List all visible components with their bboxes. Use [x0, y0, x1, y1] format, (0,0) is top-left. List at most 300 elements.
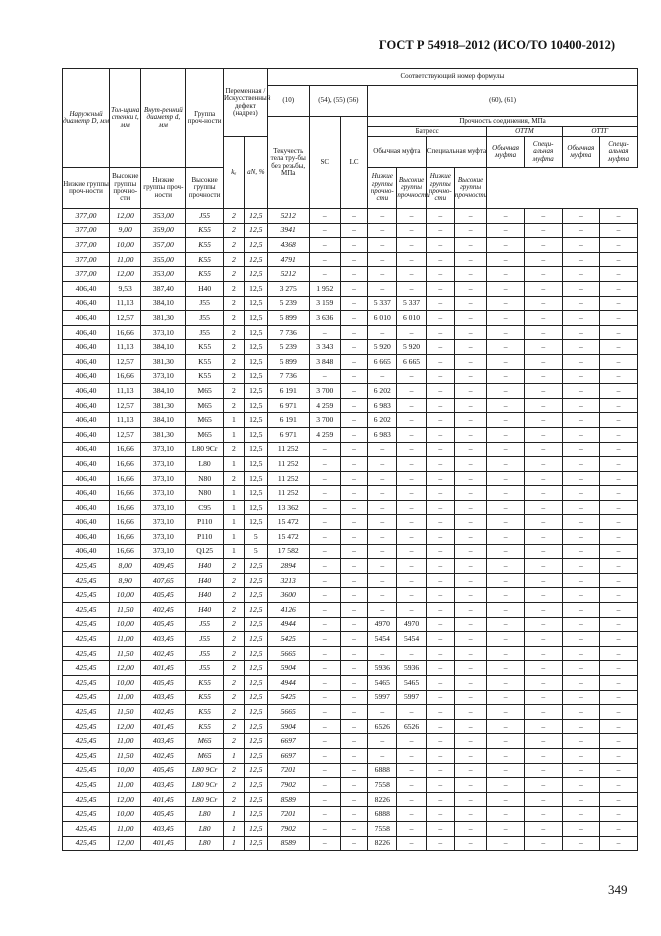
table-cell: –: [426, 486, 454, 501]
table-cell: 2: [223, 734, 244, 749]
table-cell: –: [426, 603, 454, 618]
table-cell: –: [397, 559, 426, 574]
table-cell: –: [524, 632, 562, 647]
table-cell: 357,00: [141, 238, 186, 253]
table-cell: –: [340, 734, 367, 749]
table-cell: 12,5: [244, 763, 267, 778]
table-cell: –: [524, 354, 562, 369]
table-cell: 406,40: [63, 296, 110, 311]
table-cell: 403,45: [141, 821, 186, 836]
table-cell: –: [487, 646, 525, 661]
table-cell: L80 9Cr: [186, 763, 224, 778]
table-cell: –: [340, 398, 367, 413]
table-cell: –: [562, 252, 600, 267]
table-cell: 10,00: [110, 588, 141, 603]
table-cell: –: [562, 807, 600, 822]
table-cell: 12,5: [244, 252, 267, 267]
table-row: [63, 734, 638, 749]
table-cell: –: [426, 267, 454, 282]
table-cell: 2: [223, 223, 244, 238]
table-cell: 4944: [267, 676, 309, 691]
table-cell: 10,00: [110, 763, 141, 778]
table-cell: 11,50: [110, 646, 141, 661]
table-cell: 2: [223, 646, 244, 661]
table-cell: –: [454, 705, 486, 720]
col-grade: Группа проч-ности: [186, 69, 224, 168]
table-cell: –: [600, 603, 638, 618]
table-cell: –: [600, 442, 638, 457]
ottg-regular-header: Обычная муфта: [562, 137, 600, 168]
table-cell: –: [397, 705, 426, 720]
table-cell: 12,5: [244, 734, 267, 749]
table-cell: 8,90: [110, 573, 141, 588]
table-cell: –: [426, 209, 454, 224]
table-cell: 12,5: [244, 690, 267, 705]
table-cell: 406,40: [63, 413, 110, 428]
table-cell: –: [340, 457, 367, 472]
table-cell: –: [340, 778, 367, 793]
table-cell: 1: [223, 544, 244, 559]
table-cell: 402,45: [141, 748, 186, 763]
table-cell: –: [368, 252, 397, 267]
table-cell: –: [397, 384, 426, 399]
table-cell: –: [562, 354, 600, 369]
table-cell: 6526: [368, 719, 397, 734]
table-cell: 6 202: [368, 384, 397, 399]
table-cell: –: [368, 281, 397, 296]
table-cell: –: [524, 413, 562, 428]
table-cell: –: [487, 763, 525, 778]
table-cell: –: [562, 821, 600, 836]
data-table: [62, 68, 638, 851]
table-cell: –: [487, 573, 525, 588]
table-cell: 12,5: [244, 646, 267, 661]
table-cell: 8,00: [110, 559, 141, 574]
table-cell: –: [309, 617, 340, 632]
table-cell: 6 010: [397, 311, 426, 326]
table-cell: –: [309, 238, 340, 253]
table-cell: M65: [186, 427, 224, 442]
table-cell: –: [426, 836, 454, 851]
table-cell: 16,66: [110, 530, 141, 545]
table-cell: J55: [186, 646, 224, 661]
table-cell: 16,66: [110, 500, 141, 515]
table-cell: 384,10: [141, 296, 186, 311]
table-cell: K55: [186, 223, 224, 238]
table-cell: 401,45: [141, 792, 186, 807]
table-cell: –: [368, 500, 397, 515]
table-cell: 2: [223, 778, 244, 793]
table-row: [63, 617, 638, 632]
table-cell: –: [340, 252, 367, 267]
table-cell: –: [524, 515, 562, 530]
table-cell: 373,10: [141, 544, 186, 559]
table-cell: Q125: [186, 544, 224, 559]
table-cell: –: [562, 544, 600, 559]
table-cell: –: [524, 369, 562, 384]
table-cell: –: [426, 588, 454, 603]
table-cell: –: [454, 792, 486, 807]
table-cell: –: [454, 632, 486, 647]
table-cell: 3 700: [309, 384, 340, 399]
table-cell: –: [562, 705, 600, 720]
table-cell: –: [340, 354, 367, 369]
table-cell: 403,45: [141, 778, 186, 793]
table-cell: –: [397, 515, 426, 530]
table-cell: 406,40: [63, 311, 110, 326]
table-cell: –: [397, 442, 426, 457]
table-cell: –: [600, 719, 638, 734]
table-cell: –: [454, 661, 486, 676]
table-cell: 425,45: [63, 617, 110, 632]
col-an: aN, %: [244, 137, 267, 209]
table-cell: –: [600, 486, 638, 501]
table-row: [63, 354, 638, 369]
table-cell: –: [600, 836, 638, 851]
table-cell: –: [524, 603, 562, 618]
table-cell: –: [426, 427, 454, 442]
table-cell: 2: [223, 384, 244, 399]
table-cell: 3 159: [309, 296, 340, 311]
table-cell: –: [309, 573, 340, 588]
table-row: [63, 457, 638, 472]
table-cell: –: [487, 369, 525, 384]
table-cell: 5 337: [397, 296, 426, 311]
table-cell: 6888: [368, 763, 397, 778]
table-cell: 3600: [267, 588, 309, 603]
table-cell: 403,45: [141, 690, 186, 705]
table-cell: 12,57: [110, 311, 141, 326]
table-cell: –: [454, 763, 486, 778]
table-cell: –: [524, 252, 562, 267]
table-cell: 425,45: [63, 646, 110, 661]
table-cell: 11,50: [110, 705, 141, 720]
table-cell: –: [600, 354, 638, 369]
table-cell: –: [454, 573, 486, 588]
table-cell: –: [454, 676, 486, 691]
table-cell: 12,5: [244, 238, 267, 253]
table-cell: –: [309, 632, 340, 647]
table-cell: 9,53: [110, 281, 141, 296]
document-header: ГОСТ Р 54918–2012 (ИСО/ТО 10400-2012): [378, 38, 615, 52]
table-cell: –: [487, 252, 525, 267]
table-cell: –: [426, 340, 454, 355]
table-cell: 425,45: [63, 836, 110, 851]
table-cell: 406,40: [63, 486, 110, 501]
table-cell: 12,57: [110, 427, 141, 442]
table-cell: 425,45: [63, 661, 110, 676]
table-cell: –: [454, 238, 486, 253]
table-cell: 2: [223, 311, 244, 326]
table-cell: –: [600, 471, 638, 486]
table-cell: –: [426, 384, 454, 399]
table-cell: –: [454, 369, 486, 384]
table-cell: 1: [223, 807, 244, 822]
table-cell: 12,5: [244, 457, 267, 472]
table-cell: –: [562, 661, 600, 676]
table-cell: 2: [223, 340, 244, 355]
table-row: [63, 661, 638, 676]
table-cell: 16,66: [110, 325, 141, 340]
table-cell: 12,57: [110, 354, 141, 369]
table-cell: –: [397, 427, 426, 442]
table-cell: –: [562, 209, 600, 224]
table-cell: 425,45: [63, 559, 110, 574]
table-cell: 16,66: [110, 442, 141, 457]
table-cell: 5425: [267, 690, 309, 705]
table-cell: –: [524, 559, 562, 574]
formula-54: (54), (55) (56): [309, 86, 368, 117]
table-cell: 359,00: [141, 223, 186, 238]
table-cell: –: [524, 646, 562, 661]
table-cell: –: [562, 763, 600, 778]
low-grade-header: Низкие группы проч-ности: [63, 168, 110, 209]
table-cell: –: [454, 603, 486, 618]
high-grade-header: Высокие группы прочно-сти: [110, 168, 141, 209]
table-cell: –: [562, 748, 600, 763]
table-cell: –: [524, 676, 562, 691]
table-cell: 5 920: [368, 340, 397, 355]
table-cell: 2: [223, 705, 244, 720]
table-cell: –: [309, 821, 340, 836]
table-cell: –: [340, 705, 367, 720]
special-coupling-header: Специальная муфта: [426, 137, 487, 168]
table-cell: 405,45: [141, 807, 186, 822]
table-cell: –: [340, 223, 367, 238]
table-cell: 12,5: [244, 325, 267, 340]
table-cell: 1: [223, 427, 244, 442]
table-cell: 12,5: [244, 223, 267, 238]
table-cell: H40: [186, 603, 224, 618]
table-cell: 2: [223, 238, 244, 253]
table-cell: 8226: [368, 792, 397, 807]
table-cell: –: [426, 632, 454, 647]
table-cell: –: [600, 705, 638, 720]
table-cell: 425,45: [63, 690, 110, 705]
table-cell: –: [454, 559, 486, 574]
table-cell: C95: [186, 500, 224, 515]
table-cell: 16,66: [110, 457, 141, 472]
table-cell: –: [368, 223, 397, 238]
table-cell: 7 736: [267, 369, 309, 384]
table-cell: 7 736: [267, 325, 309, 340]
table-cell: K55: [186, 267, 224, 282]
table-cell: 12,57: [110, 398, 141, 413]
table-cell: –: [309, 515, 340, 530]
col-yield: Текучесть тела тру-бы без резьбы, МПа: [267, 117, 309, 209]
table-cell: 406,40: [63, 427, 110, 442]
table-cell: –: [309, 486, 340, 501]
table-cell: –: [397, 267, 426, 282]
ottm-low-header: Низкие группы прочно-сти: [368, 168, 397, 209]
table-cell: 15 472: [267, 515, 309, 530]
table-cell: –: [309, 325, 340, 340]
table-cell: 377,00: [63, 223, 110, 238]
table-cell: –: [309, 223, 340, 238]
table-cell: 425,45: [63, 763, 110, 778]
table-cell: 5: [244, 544, 267, 559]
table-cell: –: [397, 748, 426, 763]
table-cell: –: [309, 836, 340, 851]
table-cell: 425,45: [63, 748, 110, 763]
table-cell: 2: [223, 252, 244, 267]
table-cell: 10,00: [110, 807, 141, 822]
table-cell: –: [487, 457, 525, 472]
table-cell: –: [309, 544, 340, 559]
table-cell: 17 582: [267, 544, 309, 559]
table-cell: 10,00: [110, 617, 141, 632]
table-cell: 12,5: [244, 821, 267, 836]
table-cell: –: [600, 238, 638, 253]
table-cell: –: [562, 792, 600, 807]
table-cell: 405,45: [141, 763, 186, 778]
table-cell: M65: [186, 734, 224, 749]
table-row: [63, 486, 638, 501]
table-cell: L80: [186, 807, 224, 822]
regular-coupling-header: Обычная муфта: [368, 137, 427, 168]
table-cell: –: [340, 311, 367, 326]
table-cell: –: [562, 340, 600, 355]
table-cell: 12,5: [244, 573, 267, 588]
table-cell: –: [340, 486, 367, 501]
table-row: [63, 544, 638, 559]
table-cell: 373,10: [141, 515, 186, 530]
table-cell: –: [562, 457, 600, 472]
table-cell: 402,45: [141, 646, 186, 661]
table-cell: –: [487, 267, 525, 282]
table-cell: –: [524, 238, 562, 253]
table-cell: 2: [223, 559, 244, 574]
table-cell: –: [368, 705, 397, 720]
table-cell: J55: [186, 661, 224, 676]
table-cell: 1: [223, 413, 244, 428]
table-cell: –: [487, 398, 525, 413]
table-cell: 353,00: [141, 209, 186, 224]
table-cell: –: [487, 209, 525, 224]
table-cell: 5212: [267, 267, 309, 282]
table-body: [63, 209, 638, 851]
table-cell: 11 252: [267, 457, 309, 472]
table-cell: 5 920: [397, 340, 426, 355]
table-row: [63, 471, 638, 486]
table-cell: –: [397, 281, 426, 296]
table-cell: –: [600, 588, 638, 603]
table-cell: 12,5: [244, 836, 267, 851]
table-cell: 6 971: [267, 427, 309, 442]
table-cell: 11,00: [110, 734, 141, 749]
table-cell: N80: [186, 486, 224, 501]
table-cell: –: [487, 705, 525, 720]
table-row: [63, 209, 638, 224]
table-cell: –: [340, 617, 367, 632]
col-od: Наружный диаметр D, мм: [63, 69, 110, 168]
table-cell: –: [562, 267, 600, 282]
table-cell: –: [562, 486, 600, 501]
table-cell: 3 700: [309, 413, 340, 428]
table-cell: J55: [186, 632, 224, 647]
table-cell: –: [426, 311, 454, 326]
table-row: [63, 442, 638, 457]
table-cell: –: [600, 398, 638, 413]
table-cell: –: [487, 792, 525, 807]
table-cell: –: [524, 734, 562, 749]
table-cell: –: [454, 500, 486, 515]
table-cell: 425,45: [63, 719, 110, 734]
table-cell: –: [426, 457, 454, 472]
table-cell: 406,40: [63, 500, 110, 515]
table-cell: –: [600, 267, 638, 282]
table-cell: 11,00: [110, 778, 141, 793]
table-cell: L80: [186, 457, 224, 472]
table-cell: H40: [186, 588, 224, 603]
table-cell: –: [397, 486, 426, 501]
table-cell: L80: [186, 836, 224, 851]
table-cell: –: [487, 836, 525, 851]
table-cell: –: [524, 588, 562, 603]
table-cell: –: [340, 588, 367, 603]
table-cell: 7902: [267, 778, 309, 793]
table-cell: 373,10: [141, 471, 186, 486]
table-cell: 16,66: [110, 515, 141, 530]
table-cell: 12,5: [244, 354, 267, 369]
table-cell: 11 252: [267, 471, 309, 486]
table-cell: 2894: [267, 559, 309, 574]
table-cell: 1 952: [309, 281, 340, 296]
table-cell: –: [368, 369, 397, 384]
table-cell: 11,13: [110, 340, 141, 355]
table-cell: 5904: [267, 661, 309, 676]
table-row: [63, 705, 638, 720]
table-cell: –: [426, 471, 454, 486]
table-cell: 12,5: [244, 559, 267, 574]
table-cell: 6888: [368, 807, 397, 822]
table-cell: 7902: [267, 821, 309, 836]
table-cell: –: [368, 267, 397, 282]
table-row: [63, 807, 638, 822]
table-cell: –: [309, 719, 340, 734]
table-cell: –: [600, 778, 638, 793]
table-cell: –: [487, 544, 525, 559]
table-cell: 5 899: [267, 311, 309, 326]
col-id: Внут-ренний диаметр d, мм: [141, 69, 186, 168]
table-cell: 5212: [267, 209, 309, 224]
table-cell: 12,5: [244, 296, 267, 311]
table-cell: –: [368, 209, 397, 224]
table-cell: –: [562, 223, 600, 238]
table-cell: 373,10: [141, 442, 186, 457]
table-cell: –: [600, 223, 638, 238]
table-cell: –: [562, 836, 600, 851]
table-cell: –: [340, 676, 367, 691]
table-cell: 3941: [267, 223, 309, 238]
table-cell: 6 665: [397, 354, 426, 369]
table-cell: –: [368, 238, 397, 253]
table-cell: –: [426, 792, 454, 807]
table-cell: K55: [186, 340, 224, 355]
table-cell: –: [524, 398, 562, 413]
table-cell: 2: [223, 573, 244, 588]
ottg-high-header: Высокие группы прочности: [454, 168, 486, 209]
table-cell: –: [426, 734, 454, 749]
table-cell: 2: [223, 719, 244, 734]
table-cell: –: [487, 238, 525, 253]
strength-header: Прочность соединения, МПа: [368, 117, 638, 127]
table-cell: –: [600, 369, 638, 384]
table-cell: –: [340, 836, 367, 851]
table-cell: –: [600, 209, 638, 224]
table-cell: 12,5: [244, 748, 267, 763]
table-cell: –: [600, 573, 638, 588]
